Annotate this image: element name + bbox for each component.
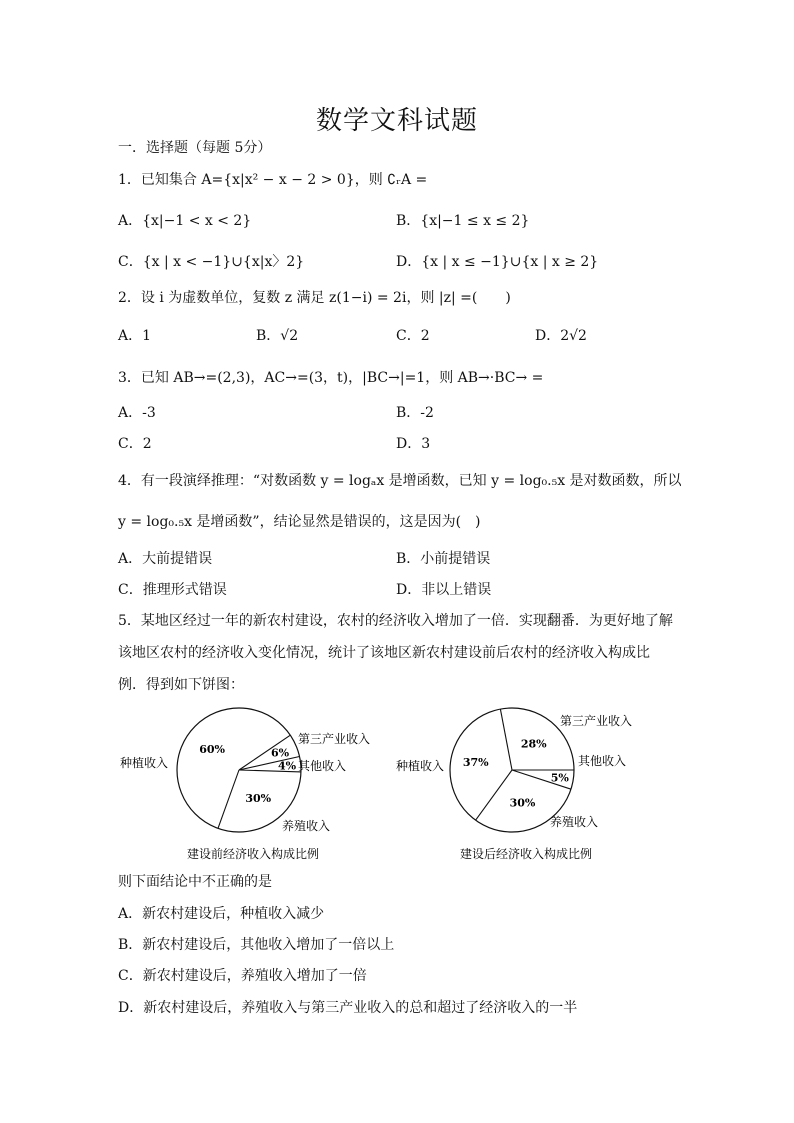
pie-category-label: 第三产业收入 — [560, 714, 633, 728]
pie-category-label: 第三产业收入 — [298, 732, 371, 746]
question-5-stem: 5．某地区经过一年的新农村建设，农村的经济收入增加了一倍．实现翻番．为更好地了解 — [118, 613, 673, 629]
pie-category-label: 养殖收入 — [282, 819, 331, 833]
question-4-option-b: B．小前提错误 — [396, 551, 491, 567]
pie-value-label: 30% — [509, 796, 536, 810]
question-5-stem-line-2: 该地区农村的经济收入变化情况，统计了该地区新农村建设前后农村的经济收入构成比 — [118, 645, 650, 661]
question-3-option-c: C．2 — [118, 436, 152, 452]
question-3-option-d: D．3 — [396, 436, 431, 452]
question-5-conclusion: 则下面结论中不正确的是 — [118, 874, 272, 890]
question-5-option-d: D．新农村建设后，养殖收入与第三产业收入的总和超过了经济收入的一半 — [118, 1000, 578, 1016]
pie-category-label: 种植收入 — [396, 759, 445, 773]
question-1-option-c: C．{x | x < −1}∪{x|x〉2} — [118, 254, 305, 270]
question-4-stem: 4．有一段演绎推理：“对数函数 y = logₐx 是增函数，已知 y = log₀.₅x 是对数函数，所以 — [118, 473, 682, 489]
pie-value-label: 5% — [550, 771, 569, 785]
question-1-stem: 1．已知集合 A={x|x² − x − 2 > 0}，则 ∁ᵣA = — [118, 172, 428, 188]
pie-chart-after — [390, 700, 680, 870]
pie-value-label: 30% — [245, 792, 272, 806]
question-4-option-a: A．大前提错误 — [118, 551, 213, 567]
pie-category-label: 其他收入 — [578, 754, 627, 768]
question-4-stem-continued: y = log₀.₅x 是增函数”，结论显然是错误的，这是因为( ) — [118, 514, 481, 530]
question-1-option-b: B．{x|−1 ≤ x ≤ 2} — [396, 213, 530, 229]
question-2-option-b: B．√2 — [256, 328, 299, 344]
pie-category-label: 其他收入 — [298, 759, 347, 773]
question-5-option-a: A．新农村建设后，种植收入减少 — [118, 906, 325, 922]
pie-category-label: 种植收入 — [120, 756, 169, 770]
question-2-option-c: C．2 — [396, 328, 430, 344]
pie-value-label: 28% — [520, 737, 547, 751]
question-3-option-b: B．-2 — [396, 405, 434, 421]
pie-value-label: 60% — [199, 743, 225, 757]
question-4-option-c: C．推理形式错误 — [118, 582, 227, 598]
question-2-option-a: A．1 — [118, 328, 152, 344]
question-5-option-b: B．新农村建设后，其他收入增加了一倍以上 — [118, 937, 395, 953]
pie-chart-before — [110, 700, 400, 870]
question-5-stem-line-3: 例．得到如下饼图： — [118, 677, 244, 693]
question-3-stem: 3．已知 AB→=(2,3)，AC→=(3，t)，|BC→|=1，则 AB→·BC→ = — [118, 370, 544, 386]
pie-chart-after-title: 建设后经济收入构成比例 — [459, 847, 593, 861]
section-heading: 一．选择题（每题 5分） — [118, 140, 272, 156]
question-5-option-c: C．新农村建设后，养殖收入增加了一倍 — [118, 968, 367, 984]
pie-chart-before-title: 建设前经济收入构成比例 — [186, 847, 320, 861]
question-2-option-d: D．2√2 — [535, 328, 587, 344]
pie-value-label: 37% — [462, 755, 489, 769]
pie-value-label: 4% — [278, 759, 297, 773]
question-2-stem: 2．设 i 为虚数单位，复数 z 满足 z(1−i) = 2i，则 |z| =( ) — [118, 290, 511, 306]
page-title: 数学文科试题 — [315, 106, 478, 136]
question-1-option-a: A．{x|−1 < x < 2} — [118, 213, 252, 229]
question-4-option-d: D．非以上错误 — [396, 582, 492, 598]
question-3-option-a: A．-3 — [118, 405, 156, 421]
pie-value-label: 6% — [270, 746, 290, 760]
question-1-option-d: D．{x | x ≤ −1}∪{x | x ≥ 2} — [396, 254, 599, 270]
pie-category-label: 养殖收入 — [550, 815, 599, 829]
